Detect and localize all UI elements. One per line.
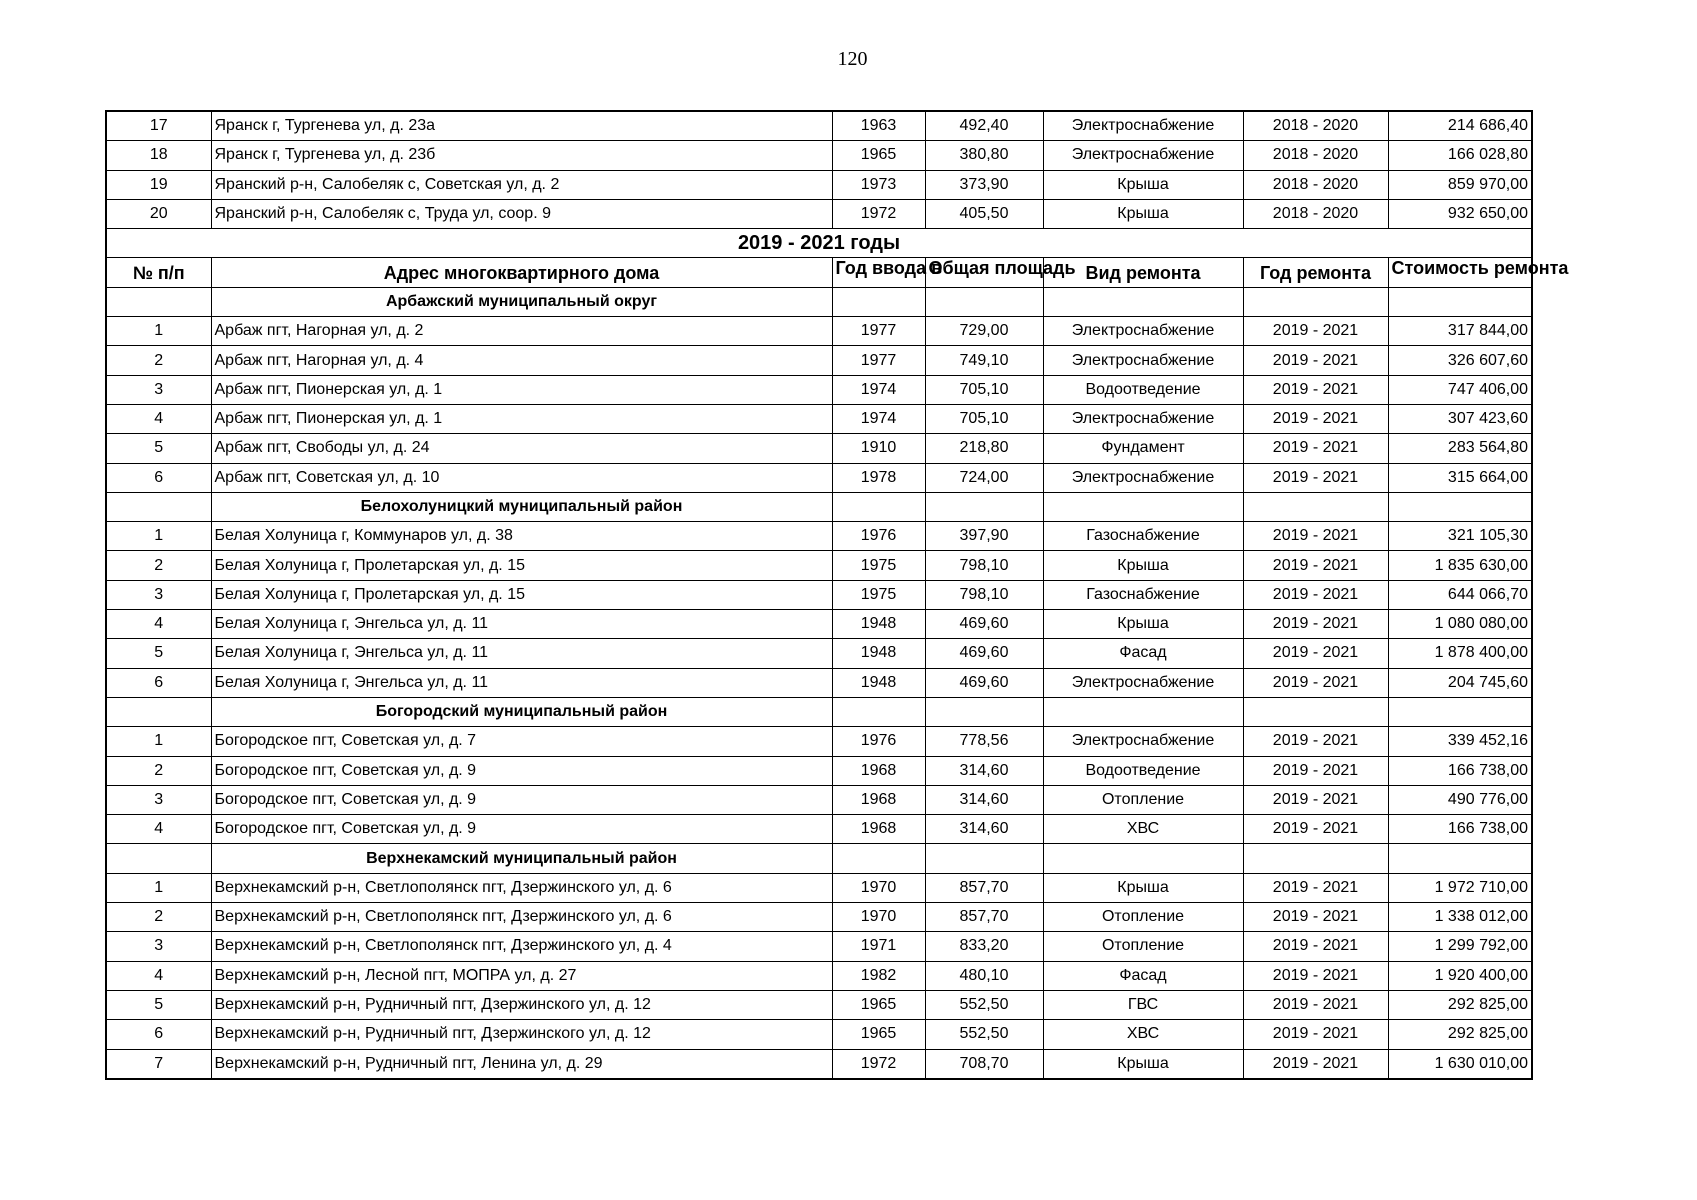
cell-cost: 1 299 792,00	[1388, 932, 1532, 961]
cell-address: Яранск г, Тургенева ул, д. 23а	[211, 111, 832, 141]
cell-num: 4	[106, 404, 211, 433]
cell-area: 729,00	[925, 317, 1043, 346]
cell-year: 1974	[832, 375, 925, 404]
cell-year: 1974	[832, 404, 925, 433]
cell-num: 1	[106, 873, 211, 902]
cell-repair-period: 2019 - 2021	[1243, 610, 1388, 639]
empty-cell	[106, 844, 211, 873]
cell-repair-type: Крыша	[1043, 170, 1243, 199]
section-title: Арбажский муниципальный округ	[211, 287, 832, 316]
table-row	[106, 404, 1532, 433]
cell-num: 2	[106, 346, 211, 375]
header-cost-text: Стоимость ремонта	[1391, 257, 1569, 278]
empty-cell	[832, 697, 925, 726]
cell-cost: 932 650,00	[1388, 199, 1532, 228]
table-row	[106, 522, 1532, 551]
cell-repair-type: Фасад	[1043, 639, 1243, 668]
cell-year: 1978	[832, 463, 925, 492]
cell-area: 314,60	[925, 785, 1043, 814]
cell-repair-type: Крыша	[1043, 551, 1243, 580]
cell-num: 3	[106, 375, 211, 404]
cell-cost: 1 972 710,00	[1388, 873, 1532, 902]
period-title: 2019 - 2021 годы	[106, 229, 1532, 258]
empty-cell	[1243, 697, 1388, 726]
cell-num: 4	[106, 610, 211, 639]
cell-year: 1968	[832, 785, 925, 814]
cell-repair-type: Фундамент	[1043, 434, 1243, 463]
table-row	[106, 1049, 1532, 1079]
cell-address: Белая Холуница г, Пролетарская ул, д. 15	[211, 580, 832, 609]
cell-address: Яранский р-н, Салобеляк с, Советская ул, д. 2	[211, 170, 832, 199]
table-row	[106, 668, 1532, 697]
cell-repair-type: Электроснабжение	[1043, 141, 1243, 170]
empty-cell	[1043, 697, 1243, 726]
cell-year: 1973	[832, 170, 925, 199]
cell-repair-period: 2019 - 2021	[1243, 727, 1388, 756]
table-row	[106, 346, 1532, 375]
cell-cost: 1 630 010,00	[1388, 1049, 1532, 1079]
table-row	[106, 785, 1532, 814]
cell-year: 1975	[832, 551, 925, 580]
table-row	[106, 463, 1532, 492]
cell-address: Верхнекамский р-н, Светлополянск пгт, Дзержинского ул, д. 6	[211, 903, 832, 932]
empty-cell	[1043, 287, 1243, 316]
table-row	[106, 1020, 1532, 1049]
cell-repair-type: Водоотведение	[1043, 375, 1243, 404]
cell-year: 1972	[832, 1049, 925, 1079]
header-cost	[1388, 257, 1569, 287]
cell-repair-period: 2019 - 2021	[1243, 961, 1388, 990]
cell-repair-period: 2019 - 2021	[1243, 873, 1388, 902]
cell-cost: 1 080 080,00	[1388, 610, 1532, 639]
cell-address: Арбаж пгт, Нагорная ул, д. 4	[211, 346, 832, 375]
header-repair-type: Вид ремонта	[1043, 258, 1243, 287]
cell-num: 18	[106, 141, 211, 170]
cell-year: 1975	[832, 580, 925, 609]
cell-area: 492,40	[925, 111, 1043, 141]
empty-cell	[1388, 492, 1532, 521]
cell-area: 314,60	[925, 815, 1043, 844]
table-row	[106, 141, 1532, 170]
empty-cell	[1388, 697, 1532, 726]
cell-num: 19	[106, 170, 211, 199]
cell-address: Богородское пгт, Советская ул, д. 7	[211, 727, 832, 756]
cell-repair-period: 2019 - 2021	[1243, 785, 1388, 814]
cell-area: 857,70	[925, 873, 1043, 902]
cell-cost: 204 745,60	[1388, 668, 1532, 697]
empty-cell	[1243, 844, 1388, 873]
cell-repair-type: ХВС	[1043, 815, 1243, 844]
cell-cost: 1 878 400,00	[1388, 639, 1532, 668]
cell-address: Белая Холуница г, Пролетарская ул, д. 15	[211, 551, 832, 580]
empty-cell	[1043, 492, 1243, 521]
cell-year: 1968	[832, 815, 925, 844]
cell-address: Богородское пгт, Советская ул, д. 9	[211, 815, 832, 844]
cell-address: Белая Холуница г, Энгельса ул, д. 11	[211, 610, 832, 639]
section-title: Верхнекамский муниципальный район	[211, 844, 832, 873]
table-row	[106, 170, 1532, 199]
cell-repair-type: Газоснабжение	[1043, 522, 1243, 551]
cell-num: 5	[106, 434, 211, 463]
cell-repair-period: 2019 - 2021	[1243, 463, 1388, 492]
header-area-text: Общая площадь	[928, 257, 1076, 278]
empty-cell	[832, 844, 925, 873]
cell-repair-period: 2018 - 2020	[1243, 141, 1388, 170]
cell-area: 480,10	[925, 961, 1043, 990]
header-repair-year: Год ремонта	[1243, 258, 1388, 287]
cell-repair-type: Электроснабжение	[1043, 404, 1243, 433]
cell-repair-type: Крыша	[1043, 1049, 1243, 1079]
cell-cost: 166 738,00	[1388, 756, 1532, 785]
cell-num: 20	[106, 199, 211, 228]
table-row	[106, 639, 1532, 668]
cell-area: 380,80	[925, 141, 1043, 170]
cell-num: 3	[106, 932, 211, 961]
table-row	[106, 375, 1532, 404]
table-row	[106, 990, 1532, 1019]
cell-repair-type: Электроснабжение	[1043, 668, 1243, 697]
cell-cost: 283 564,80	[1388, 434, 1532, 463]
cell-year: 1971	[832, 932, 925, 961]
cell-repair-period: 2019 - 2021	[1243, 434, 1388, 463]
cell-repair-type: Крыша	[1043, 873, 1243, 902]
cell-address: Верхнекамский р-н, Рудничный пгт, Ленина ул, д. 29	[211, 1049, 832, 1079]
cell-cost: 321 105,30	[1388, 522, 1532, 551]
cell-address: Яранск г, Тургенева ул, д. 23б	[211, 141, 832, 170]
cell-year: 1948	[832, 668, 925, 697]
cell-address: Арбаж пгт, Советская ул, д. 10	[211, 463, 832, 492]
cell-repair-period: 2019 - 2021	[1243, 404, 1388, 433]
cell-area: 705,10	[925, 375, 1043, 404]
empty-cell	[832, 287, 925, 316]
table-row	[106, 873, 1532, 902]
cell-cost: 1 920 400,00	[1388, 961, 1532, 990]
empty-cell	[925, 287, 1043, 316]
cell-repair-type: ХВС	[1043, 1020, 1243, 1049]
cell-area: 749,10	[925, 346, 1043, 375]
cell-address: Арбаж пгт, Нагорная ул, д. 2	[211, 317, 832, 346]
cell-year: 1965	[832, 141, 925, 170]
cell-area: 373,90	[925, 170, 1043, 199]
cell-num: 6	[106, 463, 211, 492]
cell-year: 1948	[832, 639, 925, 668]
cell-year: 1910	[832, 434, 925, 463]
cell-year: 1972	[832, 199, 925, 228]
cell-cost: 292 825,00	[1388, 1020, 1532, 1049]
table-row	[106, 551, 1532, 580]
cell-cost: 859 970,00	[1388, 170, 1532, 199]
cell-area: 857,70	[925, 903, 1043, 932]
header-year	[832, 257, 943, 287]
cell-repair-period: 2018 - 2020	[1243, 111, 1388, 141]
cell-num: 1	[106, 522, 211, 551]
cell-repair-period: 2019 - 2021	[1243, 639, 1388, 668]
empty-cell	[106, 492, 211, 521]
cell-address: Верхнекамский р-н, Светлополянск пгт, Дзержинского ул, д. 6	[211, 873, 832, 902]
cell-address: Арбаж пгт, Пионерская ул, д. 1	[211, 404, 832, 433]
cell-cost: 307 423,60	[1388, 404, 1532, 433]
cell-year: 1970	[832, 903, 925, 932]
cell-repair-period: 2019 - 2021	[1243, 756, 1388, 785]
cell-repair-period: 2019 - 2021	[1243, 1049, 1388, 1079]
cell-year: 1948	[832, 610, 925, 639]
cell-repair-type: Водоотведение	[1043, 756, 1243, 785]
cell-year: 1965	[832, 1020, 925, 1049]
cell-cost: 644 066,70	[1388, 580, 1532, 609]
empty-cell	[1043, 844, 1243, 873]
table-row	[106, 580, 1532, 609]
cell-repair-type: Фасад	[1043, 961, 1243, 990]
cell-address: Богородское пгт, Советская ул, д. 9	[211, 756, 832, 785]
cell-year: 1963	[832, 111, 925, 141]
cell-repair-period: 2019 - 2021	[1243, 815, 1388, 844]
cell-address: Верхнекамский р-н, Лесной пгт, МОПРА ул, д. 27	[211, 961, 832, 990]
cell-cost: 326 607,60	[1388, 346, 1532, 375]
cell-repair-type: Крыша	[1043, 610, 1243, 639]
table-row	[106, 610, 1532, 639]
empty-cell	[1243, 492, 1388, 521]
cell-cost: 1 338 012,00	[1388, 903, 1532, 932]
cell-num: 5	[106, 990, 211, 1019]
cell-address: Белая Холуница г, Энгельса ул, д. 11	[211, 639, 832, 668]
cell-num: 2	[106, 551, 211, 580]
cell-repair-type: Отопление	[1043, 932, 1243, 961]
cell-year: 1982	[832, 961, 925, 990]
header-area	[925, 257, 1076, 287]
cell-num: 1	[106, 317, 211, 346]
table-row	[106, 434, 1532, 463]
header-row	[106, 258, 1532, 287]
cell-address: Яранский р-н, Салобеляк с, Труда ул, соор. 9	[211, 199, 832, 228]
empty-cell	[1388, 844, 1532, 873]
cell-area: 705,10	[925, 404, 1043, 433]
cell-year: 1977	[832, 346, 925, 375]
cell-cost: 166 738,00	[1388, 815, 1532, 844]
cell-area: 397,90	[925, 522, 1043, 551]
cell-year: 1965	[832, 990, 925, 1019]
cell-cost: 1 835 630,00	[1388, 551, 1532, 580]
cell-year: 1968	[832, 756, 925, 785]
cell-num: 17	[106, 111, 211, 141]
cell-repair-period: 2019 - 2021	[1243, 1020, 1388, 1049]
cell-area: 405,50	[925, 199, 1043, 228]
empty-cell	[925, 697, 1043, 726]
cell-repair-period: 2018 - 2020	[1243, 170, 1388, 199]
cell-cost: 317 844,00	[1388, 317, 1532, 346]
cell-year: 1976	[832, 522, 925, 551]
cell-repair-period: 2019 - 2021	[1243, 317, 1388, 346]
cell-area: 314,60	[925, 756, 1043, 785]
cell-year: 1977	[832, 317, 925, 346]
cell-area: 469,60	[925, 668, 1043, 697]
cell-address: Богородское пгт, Советская ул, д. 9	[211, 785, 832, 814]
cell-area: 724,00	[925, 463, 1043, 492]
cell-num: 5	[106, 639, 211, 668]
header-address: Адрес многоквартирного дома	[211, 258, 832, 287]
cell-repair-period: 2019 - 2021	[1243, 580, 1388, 609]
cell-num: 7	[106, 1049, 211, 1079]
cell-num: 2	[106, 756, 211, 785]
empty-cell	[925, 844, 1043, 873]
cell-area: 552,50	[925, 990, 1043, 1019]
cell-repair-period: 2019 - 2021	[1243, 375, 1388, 404]
cell-area: 708,70	[925, 1049, 1043, 1079]
cell-area: 552,50	[925, 1020, 1043, 1049]
cell-num: 2	[106, 903, 211, 932]
cell-repair-type: ГВС	[1043, 990, 1243, 1019]
cell-repair-type: Отопление	[1043, 903, 1243, 932]
table-row	[106, 756, 1532, 785]
empty-cell	[106, 697, 211, 726]
table-row	[106, 932, 1532, 961]
page-number: 120	[837, 48, 868, 70]
cell-num: 6	[106, 668, 211, 697]
section-title: Белохолуницкий муниципальный район	[211, 492, 832, 521]
table-row	[106, 317, 1532, 346]
empty-cell	[1243, 287, 1388, 316]
section-title: Богородский муниципальный район	[211, 697, 832, 726]
repair-register-table	[105, 110, 1569, 1080]
table-row	[106, 961, 1532, 990]
cell-num: 4	[106, 815, 211, 844]
empty-cell	[832, 492, 925, 521]
cell-repair-type: Электроснабжение	[1043, 317, 1243, 346]
section-row	[106, 287, 1532, 316]
cell-cost: 292 825,00	[1388, 990, 1532, 1019]
cell-address: Верхнекамский р-н, Рудничный пгт, Дзержинского ул, д. 12	[211, 1020, 832, 1049]
cell-area: 218,80	[925, 434, 1043, 463]
cell-num: 6	[106, 1020, 211, 1049]
cell-repair-period: 2019 - 2021	[1243, 668, 1388, 697]
empty-cell	[1388, 287, 1532, 316]
cell-repair-type: Газоснабжение	[1043, 580, 1243, 609]
cell-num: 3	[106, 580, 211, 609]
cell-area: 469,60	[925, 639, 1043, 668]
cell-cost: 214 686,40	[1388, 111, 1532, 141]
table-row	[106, 727, 1532, 756]
section-row	[106, 492, 1532, 521]
cell-num: 1	[106, 727, 211, 756]
cell-area: 798,10	[925, 580, 1043, 609]
cell-repair-type: Электроснабжение	[1043, 346, 1243, 375]
cell-cost: 490 776,00	[1388, 785, 1532, 814]
cell-repair-type: Электроснабжение	[1043, 111, 1243, 141]
table-row	[106, 111, 1532, 141]
cell-year: 1976	[832, 727, 925, 756]
empty-cell	[925, 492, 1043, 521]
cell-repair-period: 2019 - 2021	[1243, 522, 1388, 551]
cell-repair-period: 2019 - 2021	[1243, 903, 1388, 932]
cell-cost: 166 028,80	[1388, 141, 1532, 170]
cell-address: Белая Холуница г, Энгельса ул, д. 11	[211, 668, 832, 697]
cell-address: Арбаж пгт, Пионерская ул, д. 1	[211, 375, 832, 404]
cell-area: 798,10	[925, 551, 1043, 580]
cell-address: Белая Холуница г, Коммунаров ул, д. 38	[211, 522, 832, 551]
cell-repair-period: 2019 - 2021	[1243, 551, 1388, 580]
cell-year: 1970	[832, 873, 925, 902]
cell-cost: 339 452,16	[1388, 727, 1532, 756]
table-row	[106, 815, 1532, 844]
cell-area: 778,56	[925, 727, 1043, 756]
table-row	[106, 199, 1532, 228]
cell-address: Верхнекамский р-н, Светлополянск пгт, Дзержинского ул, д. 4	[211, 932, 832, 961]
cell-repair-period: 2019 - 2021	[1243, 932, 1388, 961]
section-row	[106, 697, 1532, 726]
header-num: № п/п	[106, 258, 211, 287]
cell-repair-type: Отопление	[1043, 785, 1243, 814]
cell-cost: 747 406,00	[1388, 375, 1532, 404]
empty-cell	[106, 287, 211, 316]
cell-repair-period: 2019 - 2021	[1243, 990, 1388, 1019]
cell-repair-type: Электроснабжение	[1043, 727, 1243, 756]
cell-area: 833,20	[925, 932, 1043, 961]
cell-area: 469,60	[925, 610, 1043, 639]
cell-repair-type: Электроснабжение	[1043, 463, 1243, 492]
cell-num: 3	[106, 785, 211, 814]
cell-address: Верхнекамский р-н, Рудничный пгт, Дзержинского ул, д. 12	[211, 990, 832, 1019]
cell-repair-period: 2018 - 2020	[1243, 199, 1388, 228]
header-year-text: Год ввода в	[835, 257, 943, 278]
cell-cost: 315 664,00	[1388, 463, 1532, 492]
cell-address: Арбаж пгт, Свободы ул, д. 24	[211, 434, 832, 463]
cell-repair-type: Крыша	[1043, 199, 1243, 228]
table-row	[106, 903, 1532, 932]
period-title-row	[106, 229, 1532, 258]
section-row	[106, 844, 1532, 873]
cell-num: 4	[106, 961, 211, 990]
cell-repair-period: 2019 - 2021	[1243, 346, 1388, 375]
